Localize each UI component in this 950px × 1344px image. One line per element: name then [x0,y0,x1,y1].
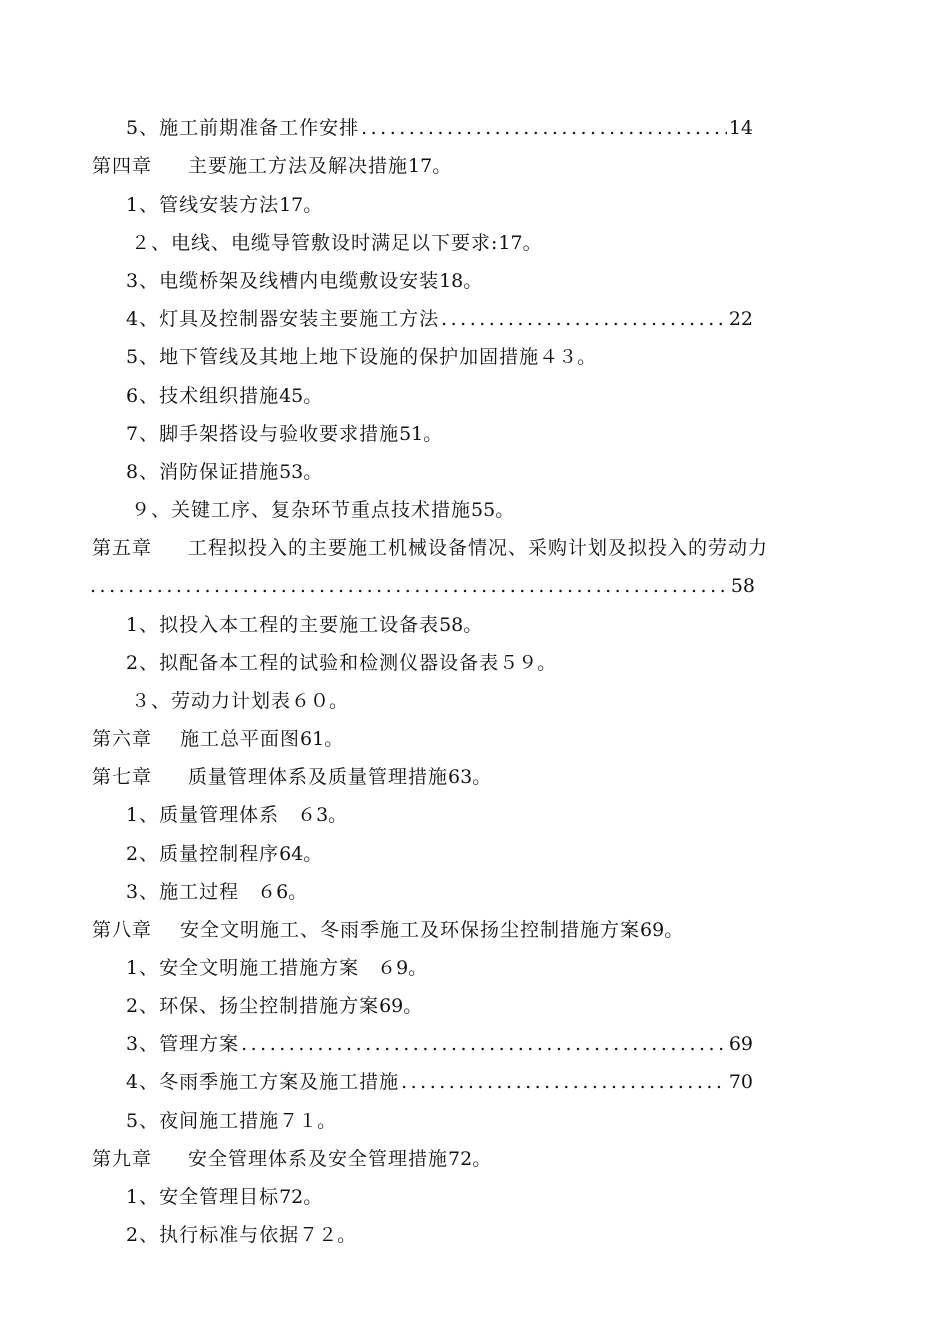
toc-chapter[interactable] [92,1144,491,1174]
chapter-number: 第六章 [92,728,153,750]
toc-entry[interactable] [126,1182,322,1212]
toc-entry-title: 8、消防保证措施 [126,461,280,483]
chapter-title: 工程拟投入的主要施工机械设备情况、采购计划及拟投入的劳动力 [188,537,769,559]
toc-entry[interactable] [126,342,596,372]
toc-entry[interactable] [126,800,347,830]
toc-entry[interactable] [126,113,753,143]
toc-entry-title: 3、电缆桥架及线槽内电缆敷设安装 [126,270,440,292]
toc-chapter[interactable] [92,151,451,181]
toc-entry[interactable] [126,991,422,1021]
toc-page-number: 61。 [300,728,344,750]
toc-entry[interactable] [126,1106,336,1136]
toc-page-number: ６9。 [377,957,428,979]
toc-entry-title: 6、技术组织措施 [126,385,280,407]
toc-page-number: 45。 [279,385,323,407]
toc-page-number: 17。 [408,155,452,177]
toc-page-number: ４３。 [539,346,597,368]
toc-page-number: ５９。 [499,652,557,674]
chapter-number: 第五章 [92,537,153,559]
toc-entry-title: ９、关键工序、复杂环节重点技术措施 [131,499,472,521]
chapter-number: 第七章 [92,766,153,788]
toc-page-number: 22 [728,308,753,330]
toc-entry-title: 2、执行标准与依据 [126,1224,300,1246]
toc-entry[interactable] [126,1029,753,1059]
toc-entry[interactable] [126,839,322,869]
toc-entry-title: 2、质量控制程序 [126,843,280,865]
toc-entry-title: 3、管理方案 [126,1033,240,1055]
toc-entry-title: 2、环保、扬尘控制措施方案 [126,995,380,1017]
toc-entry[interactable] [126,419,442,449]
toc-entry[interactable] [126,877,307,907]
toc-entry-title: 5、夜间施工措施 [126,1110,280,1132]
toc-entry[interactable] [131,495,514,525]
chapter-title: 安全管理体系及安全管理措施 [188,1148,449,1170]
toc-page-number: ７１。 [279,1110,337,1132]
toc-entry-title: 1、拟投入本工程的主要施工设备表 [126,614,440,636]
toc-page-number: 70 [728,1071,753,1093]
chapter-title: 质量管理体系及质量管理措施 [188,766,449,788]
toc-entry[interactable] [126,953,427,983]
toc-page-number: 69 [728,1033,753,1055]
toc-chapter[interactable] [92,762,491,792]
toc-entry-title: 7、脚手架搭设与验收要求措施 [126,423,400,445]
toc-entry-title: 1、管线安装方法 [126,194,280,216]
toc-entry[interactable] [126,190,322,220]
toc-page-number: 58。 [439,614,483,636]
toc-page-number: 64。 [279,843,323,865]
toc-entry[interactable] [126,648,556,678]
toc-entry-title: 4、冬雨季施工方案及施工措施 [126,1071,400,1093]
toc-page-number: ６6。 [257,881,308,903]
toc-chapter[interactable] [92,533,768,563]
toc-entry-title: 3、施工过程 [126,881,240,903]
dot-leader [401,1067,727,1097]
toc-entry-title: 5、施工前期准备工作安排 [126,117,360,139]
toc-page-number: 14 [728,117,753,139]
chapter-number: 第八章 [92,919,153,941]
toc-page-number: 63。 [448,766,492,788]
toc-page-number: ６3。 [297,804,348,826]
dot-leader [361,113,727,143]
chapter-title: 主要施工方法及解决措施 [188,155,409,177]
toc-entry[interactable] [126,610,482,640]
toc-page-number: ６０。 [291,690,349,712]
toc-page-number: 58 [730,575,755,597]
dot-leader [90,571,729,601]
toc-entry-title: ３、劳动力计划表 [131,690,292,712]
toc-page-number: 72。 [448,1148,492,1170]
toc-entry[interactable] [131,228,542,258]
chapter-number: 第四章 [92,155,153,177]
chapter-title: 安全文明施工、冬雨季施工及环保扬尘控制措施方案 [180,919,641,941]
toc-page-number: 55。 [471,499,515,521]
toc-chapter[interactable] [92,724,343,754]
toc-page-number: 51。 [399,423,443,445]
toc-entry-title: 5、地下管线及其地上地下设施的保护加固措施 [126,346,540,368]
toc-page-number: 18。 [439,270,483,292]
toc-page-number: 69。 [640,919,684,941]
toc-page-number: 17。 [498,232,542,254]
dot-leader [441,304,727,334]
toc-entry[interactable] [126,381,322,411]
toc-page-number: 72。 [279,1186,323,1208]
toc-page-number: 17。 [279,194,323,216]
toc-entry-title: 2、拟配备本工程的试验和检测仪器设备表 [126,652,500,674]
toc-entry-title: ２、电线、电缆导管敷设时满足以下要求: [131,232,499,254]
toc-entry-title: 1、安全管理目标 [126,1186,280,1208]
toc-entry[interactable] [126,1220,356,1250]
toc-page-number: 69。 [379,995,423,1017]
toc-entry[interactable] [126,304,753,334]
toc-entry-title: 4、灯具及控制器安装主要施工方法 [126,308,440,330]
toc-entry-title: 1、质量管理体系 [126,804,280,826]
toc-page-number: 53。 [279,461,323,483]
chapter-number: 第九章 [92,1148,153,1170]
dot-leader [241,1029,727,1059]
chapter-title: 施工总平面图 [180,728,301,750]
toc-entry-title: 1、安全文明施工措施方案 [126,957,360,979]
toc-chapter[interactable] [92,915,683,945]
toc-chapter-continuation[interactable] [90,571,755,601]
toc-entry[interactable] [126,266,482,296]
toc-entry[interactable] [126,457,322,487]
toc-entry[interactable] [126,1067,753,1097]
toc-entry[interactable] [131,686,348,716]
toc-page-number: ７２。 [299,1224,357,1246]
